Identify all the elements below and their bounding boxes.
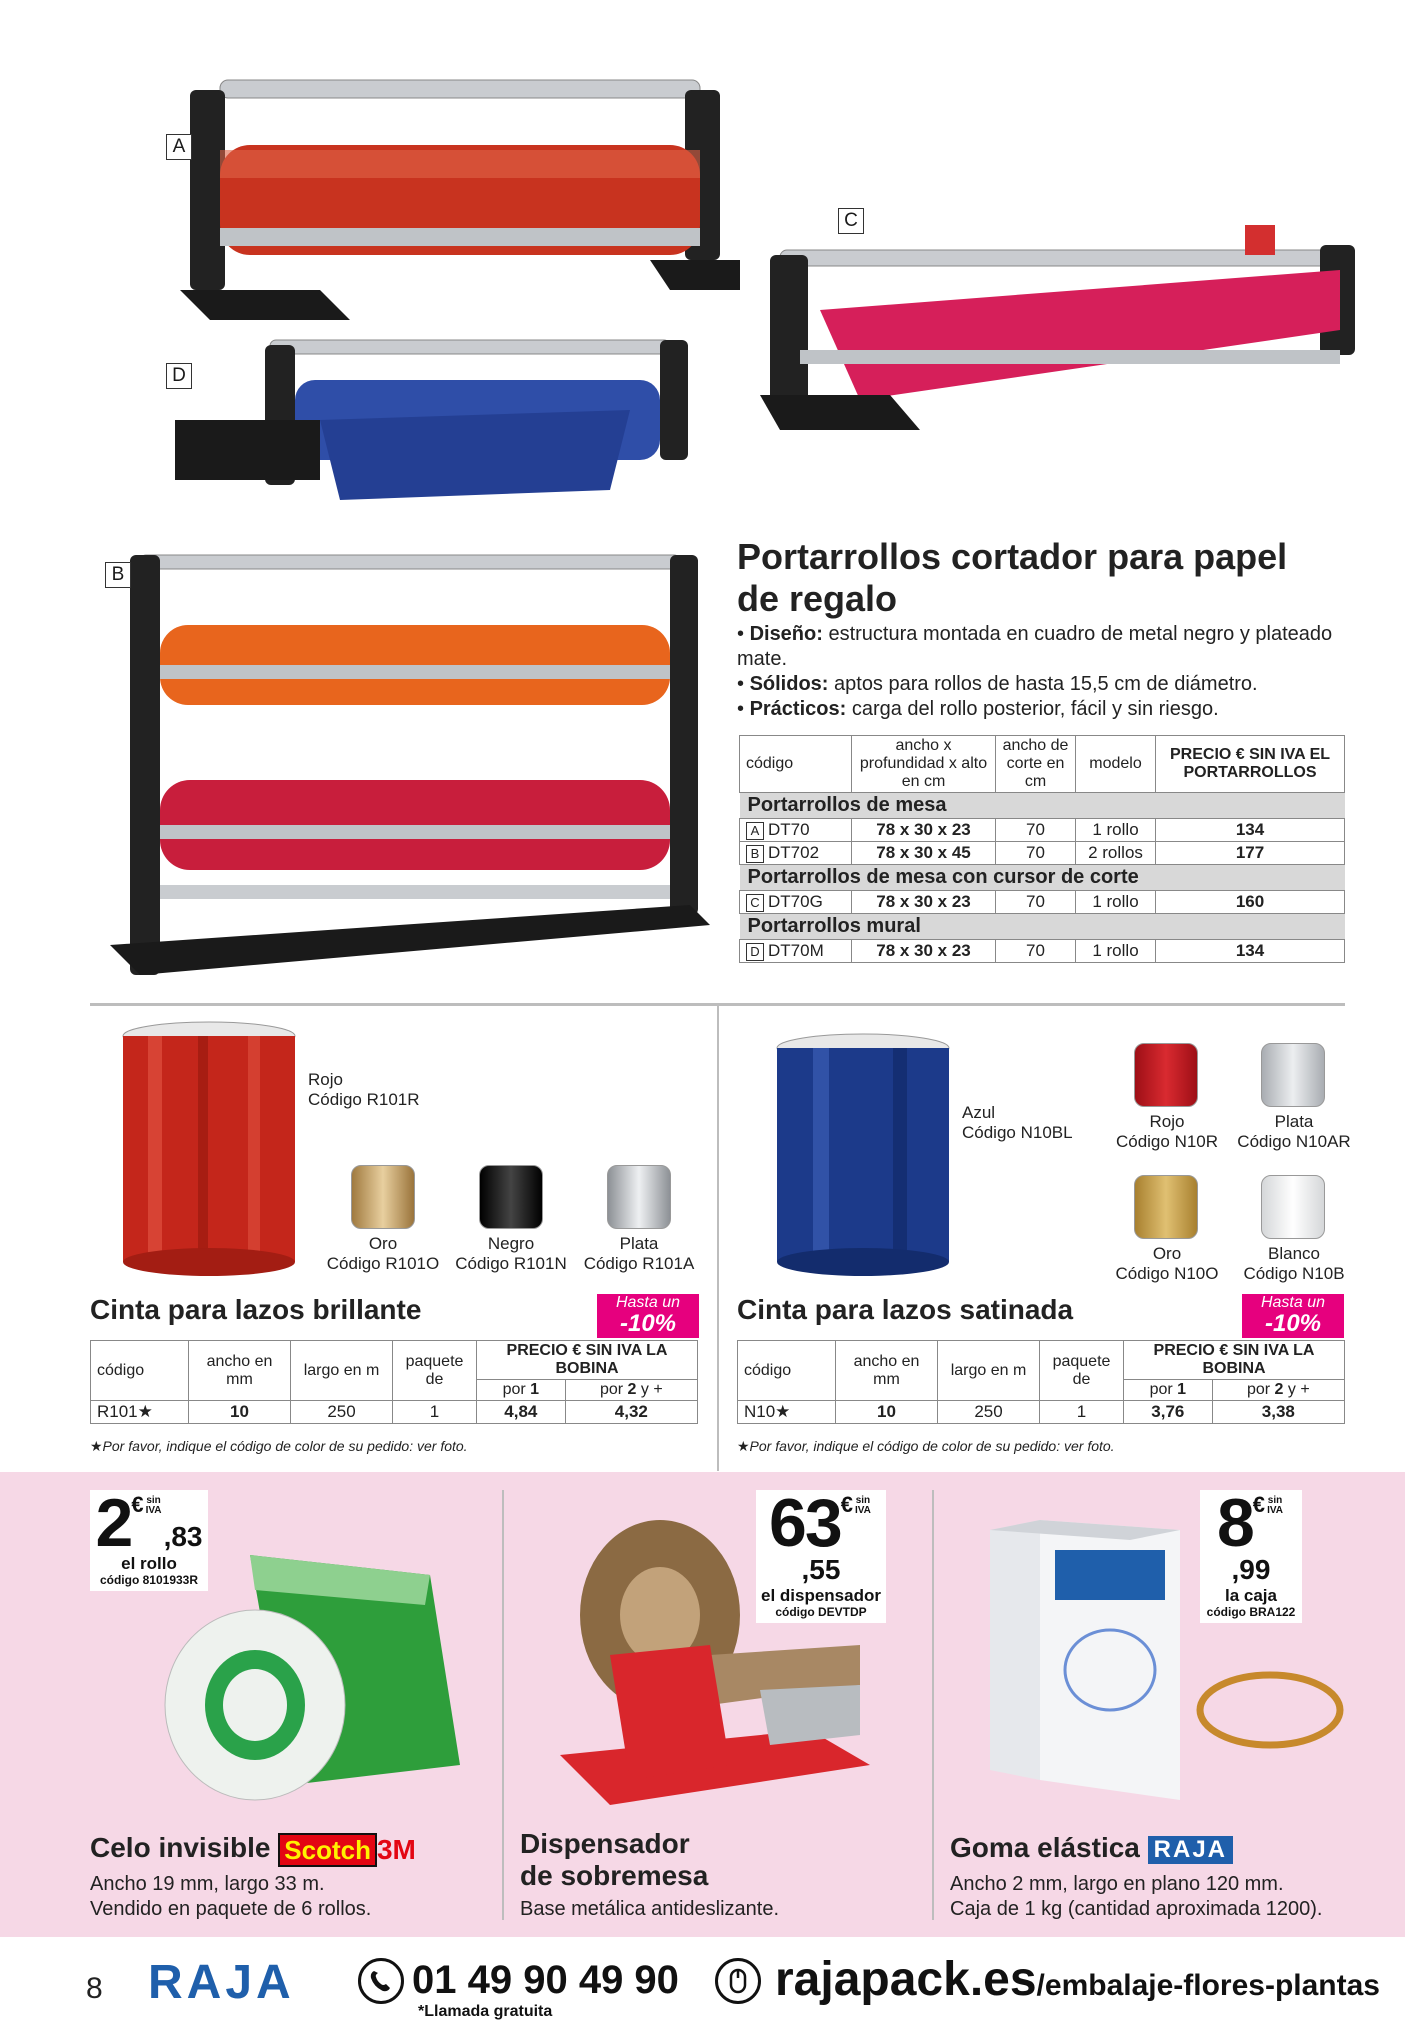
price-tag-dispensador: 63€ sin IVA,55 el dispensador código DEVTDP [756,1490,886,1623]
offer-title-celo: Celo invisible Scotch 3M [90,1832,416,1865]
swatch-rojo-satinada [1134,1043,1198,1107]
header-codigo: código [740,736,852,793]
product-letter-c: C [838,208,864,234]
table-row: N10★ 10 250 1 3,76 3,38 [738,1401,1345,1424]
color-label-azul: Azul Código N10BL [962,1103,1073,1142]
3m-logo: 3M [376,1833,416,1865]
promo-badge-satinada: Hasta un -10% [1242,1294,1344,1338]
rubber-band-box-image [980,1510,1350,1820]
portarrollos-title: Portarrollos cortador para papel de regalo [737,536,1288,619]
offer-desc-celo: Ancho 19 mm, largo 33 m. Vendido en paquete de 6 rollos. [90,1873,372,1920]
satinada-table: código ancho en mm largo en m paquete de PRECIO € SIN IVA LA BOBINA por 1 por 2 y + N10★ 10 250 1 3,76 3,38 [737,1340,1345,1424]
swatch-oro-brillante [351,1165,415,1229]
tape-dispenser-image [540,1505,880,1820]
header-price: PRECIO € SIN IVA EL PORTARROLLOS [1156,736,1345,793]
offer-title-dispensador: Dispensador de sobremesa [520,1828,709,1891]
roll-holder-b-image [110,545,710,985]
brillante-title: Cinta para lazos brillante [90,1294,422,1325]
swatch-oro-satinada [1134,1175,1198,1239]
brillante-note: ★Por favor, indique el código de color de su pedido: ver foto. [90,1438,468,1454]
offer-desc-dispensador: Base metálica antideslizante. [520,1898,780,1920]
table-row: A DT70 78 x 30 x 23 70 1 rollo 134 [740,819,1345,842]
section-row: Portarrollos mural [740,914,1345,940]
portarrollos-table [739,735,1345,963]
table-row: R101★ 10 250 1 4,84 4,32 [91,1401,698,1424]
section-row: Portarrollos de mesa con cursor de corte [740,865,1345,891]
offers-divider [932,1490,934,1920]
brillante-table: código ancho en mm largo en m paquete de PRECIO € SIN IVA LA BOBINA por 1 por 2 y + R101★ 10 250 1 4,84 4,32 [90,1340,698,1424]
product-letter-b: B [105,562,131,588]
roll-holder-a-image [180,50,740,330]
color-label-negro: Negro Código R101N [455,1234,567,1273]
table-header-row [740,736,1345,793]
price-tag-scotch: 2€ sin IVA,83 el rollo código 8101933R [90,1490,208,1591]
color-label-oro-satinada: Oro Código N10O [1115,1244,1219,1283]
promo-badge-brillante: Hasta un -10% [597,1294,699,1338]
feature-diseno: • Diseño: estructura montada en cuadro de metal negro y plateado mate. [737,623,1333,670]
price-tag-goma: 8€ sin IVA,99 la caja código BRA122 [1200,1490,1302,1623]
scotch-logo: Scotch [278,1833,377,1867]
header-dimensions: ancho x profundidad x alto en cm [852,736,996,793]
color-label-rojo-satinada: Rojo Código N10R [1115,1112,1219,1151]
color-label-plata: Plata Código R101A [583,1234,695,1273]
satinada-title: Cinta para lazos satinada [737,1294,1074,1325]
color-label-rojo: Rojo Código R101R [308,1070,420,1109]
phone-icon [358,1958,404,2004]
color-label-oro: Oro Código R101O [326,1234,440,1273]
color-label-plata-satinada: Plata Código N10AR [1237,1112,1351,1151]
feature-practicos: • Prácticos: carga del rollo posterior, fácil y sin riesgo. [737,698,1219,720]
phone-number[interactable]: 01 49 90 49 90 [412,1958,679,2002]
offers-divider [502,1490,504,1920]
page-number: 8 [86,1972,103,2005]
header-cut: ancho de corte en cm [996,736,1076,793]
mouse-icon [715,1958,761,2004]
swatch-plata-brillante [607,1165,671,1229]
raja-logo-small: RAJA [1148,1836,1233,1864]
phone-note: *Llamada gratuita [418,2003,553,2020]
color-label-blanco-satinada: Blanco Código N10B [1243,1244,1345,1283]
table-row: B DT702 78 x 30 x 45 70 2 rollos 177 [740,842,1345,865]
header-model: modelo [1076,736,1156,793]
product-letter-d: D [166,363,192,389]
section-row: Portarrollos de mesa [740,793,1345,819]
swatch-blanco-satinada [1261,1175,1325,1239]
scotch-tape-image [160,1535,460,1825]
offer-desc-goma: Ancho 2 mm, largo en plano 120 mm. Caja de 1 kg (cantidad aproximada 1200). [950,1873,1323,1920]
satinada-note: ★Por favor, indique el código de color de su pedido: ver foto. [737,1438,1115,1454]
website-link[interactable]: rajapack.es/embalaje-flores-plantas [775,1953,1380,2006]
column-divider [717,1003,719,1471]
roll-holder-c-image [740,200,1370,440]
table-row: C DT70G 78 x 30 x 23 70 1 rollo 160 [740,891,1345,914]
blue-ribbon-spool-image [773,1030,953,1280]
swatch-negro-brillante [479,1165,543,1229]
swatch-plata-satinada [1261,1043,1325,1107]
red-ribbon-spool-image [118,1018,300,1280]
feature-solidos: • Sólidos: aptos para rollos de hasta 15,5 cm de diámetro. [737,673,1258,695]
roll-holder-d-image [170,320,700,510]
portarrollos-features [737,622,1337,722]
raja-logo: RAJA [148,1956,295,2009]
product-letter-a: A [166,134,192,160]
table-row: D DT70M 78 x 30 x 23 70 1 rollo 134 [740,940,1345,963]
offer-title-goma: Goma elástica RAJA [950,1832,1233,1864]
